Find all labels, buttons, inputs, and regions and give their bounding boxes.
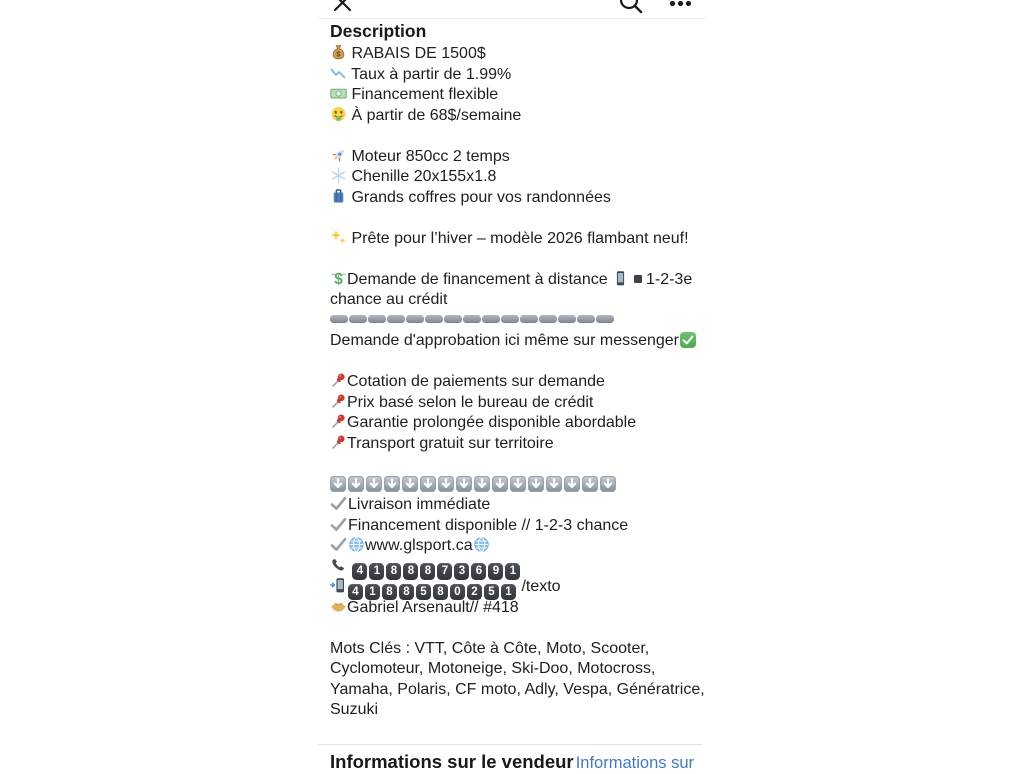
minus-dash-icon — [368, 315, 386, 323]
arrow-down-box-icon — [492, 476, 508, 492]
check-green-icon — [680, 332, 696, 348]
phone-receiver-icon — [330, 557, 347, 574]
snowflake-icon — [330, 167, 347, 184]
arrow-down-box-icon — [600, 476, 616, 492]
description-body — [330, 44, 705, 721]
description-line — [330, 126, 694, 147]
description-line: Livraison immédiate — [330, 495, 694, 516]
close-icon[interactable] — [333, 0, 352, 12]
description-line — [330, 311, 694, 332]
minus-dash-icon — [349, 315, 367, 323]
description-line: Garantie prolongée disponible abordable — [330, 413, 694, 434]
arrow-down-box-icon — [528, 476, 544, 492]
description-line: Yamaha, Polaris, CF moto, Adly, Vespa, Génératrice, — [330, 680, 705, 698]
sparkles-icon — [330, 229, 347, 246]
description-line — [330, 475, 694, 496]
minus-dash-icon — [520, 315, 538, 323]
description-line: $ RABAIS DE 1500$ — [330, 44, 694, 65]
keycap-digit: 1 — [505, 563, 520, 580]
keycap-digit: 3 — [454, 563, 469, 580]
minus-dash-icon — [444, 315, 462, 323]
description-line — [330, 557, 694, 578]
description-line: www.glsport.ca — [330, 536, 694, 557]
pushpin-icon — [330, 434, 347, 451]
minus-dash-icon — [501, 315, 519, 323]
keycap-digit: 8 — [382, 584, 397, 601]
minus-dash-icon — [539, 315, 557, 323]
seller-info-link[interactable]: Informations sur — [575, 754, 694, 772]
description-line: Chenille 20x155x1.8 — [330, 167, 694, 188]
description-line: Prix basé selon le bureau de crédit — [330, 393, 694, 414]
arrow-down-box-icon — [384, 476, 400, 492]
arrow-down-box-icon — [348, 476, 364, 492]
description-line: Financement disponible // 1-2-3 chance — [330, 516, 694, 537]
description-line: Transport gratuit sur territoire — [330, 434, 694, 455]
globe-icon — [473, 536, 490, 553]
svg-text:$: $ — [334, 270, 343, 287]
check-grey-icon — [330, 495, 347, 512]
listing-detail-panel — [318, 0, 706, 772]
description-line: Mots Clés : VTT, Côte à Côte, Moto, Scooter, — [330, 639, 650, 657]
money-wings-icon — [330, 270, 347, 287]
description-line: Suzuki — [330, 701, 379, 718]
globe-icon — [348, 536, 365, 553]
pushpin-icon — [330, 413, 347, 430]
arrow-down-box-icon — [366, 476, 382, 492]
keycap-digit: 6 — [471, 563, 486, 580]
minus-dash-icon — [463, 315, 481, 323]
section-divider — [318, 744, 702, 745]
keycap-digit: 9 — [488, 563, 503, 580]
top-bar — [318, 0, 706, 19]
description-line: Financement flexible — [330, 85, 694, 106]
pushpin-icon — [330, 393, 347, 410]
check-grey-icon — [330, 516, 347, 533]
arrow-down-box-icon — [402, 476, 418, 492]
keycap-digit: 4 — [348, 584, 363, 601]
arrow-down-box-icon — [564, 476, 580, 492]
pushpin-icon — [330, 372, 347, 389]
small-square-icon — [634, 275, 642, 283]
money-bag-icon — [330, 44, 347, 61]
phone-arrow-icon — [330, 577, 347, 594]
description-line: Moteur 850cc 2 temps — [330, 147, 694, 168]
description-line: $ Demande de financement à distance 1-2-3e — [330, 270, 694, 291]
description-line: Demande d'approbation ici même sur messenger — [330, 331, 694, 352]
rocket-icon — [330, 147, 347, 164]
luggage-icon — [330, 188, 347, 205]
description-line: Cotation de paiements sur demande — [330, 372, 694, 393]
keycap-digit: 5 — [416, 584, 431, 601]
description-heading: Description — [330, 21, 427, 41]
handshake-icon — [330, 598, 347, 615]
seller-info-heading: Informations sur le vendeur — [330, 751, 574, 772]
check-grey-icon — [330, 536, 347, 553]
keycap-digit: 1 — [501, 584, 516, 601]
description-line: Prête pour l’hiver – modèle 2026 flambant neuf! — [330, 229, 694, 250]
description-line — [330, 249, 694, 270]
more-icon[interactable] — [670, 1, 696, 7]
minus-dash-icon — [425, 315, 443, 323]
description-line: Taux à partir de 1.99% — [330, 65, 694, 86]
description-line: chance au crédit — [330, 291, 448, 308]
keycap-digit: 1 — [365, 584, 380, 601]
arrow-down-box-icon — [420, 476, 436, 492]
keycap-digit: 8 — [420, 563, 435, 580]
chart-down-icon — [330, 65, 347, 82]
description-line — [330, 454, 694, 475]
arrow-down-box-icon — [510, 476, 526, 492]
arrow-down-box-icon — [582, 476, 598, 492]
keycap-digit: 5 — [484, 584, 499, 601]
minus-dash-icon — [577, 315, 595, 323]
description-line: À partir de 68$/semaine — [330, 106, 694, 127]
description-line — [330, 208, 694, 229]
seller-info-section — [330, 750, 694, 774]
money-face-icon — [330, 106, 347, 123]
arrow-down-box-icon — [330, 476, 346, 492]
keycap-digit: 8 — [399, 584, 414, 601]
description-line: Cyclomoteur, Motoneige, Ski-Doo, Motocross, — [330, 660, 656, 677]
keycap-digit: 0 — [450, 584, 465, 601]
mobile-phone-icon — [612, 270, 629, 287]
keycap-digit: 4 — [352, 563, 367, 580]
description-line: Grands coffres pour vos randonnées — [330, 188, 694, 209]
svg-text:$: $ — [336, 49, 341, 59]
minus-dash-icon — [596, 315, 614, 323]
minus-dash-icon — [330, 315, 348, 323]
banknote-icon — [330, 85, 347, 102]
description-line: Gabriel Arsenault// #418 — [330, 598, 694, 619]
minus-dash-icon — [406, 315, 424, 323]
keycap-digit: 8 — [403, 563, 418, 580]
keycap-digit: 7 — [437, 563, 452, 580]
keycap-digit: 2 — [467, 584, 482, 601]
description-line: 4 1 8 8 5 8 0 2 5 1 /texto — [330, 577, 694, 598]
description-section — [318, 21, 706, 721]
search-icon[interactable] — [618, 0, 644, 15]
keycap-digit: 8 — [386, 563, 401, 580]
minus-dash-icon — [387, 315, 405, 323]
minus-dash-icon — [482, 315, 500, 323]
arrow-down-box-icon — [438, 476, 454, 492]
description-line — [330, 618, 694, 639]
description-line — [330, 352, 694, 373]
keycap-digit: 8 — [433, 584, 448, 601]
arrow-down-box-icon — [546, 476, 562, 492]
keycap-digit: 1 — [369, 563, 384, 580]
arrow-down-box-icon — [474, 476, 490, 492]
minus-dash-icon — [558, 315, 576, 323]
arrow-down-box-icon — [456, 476, 472, 492]
